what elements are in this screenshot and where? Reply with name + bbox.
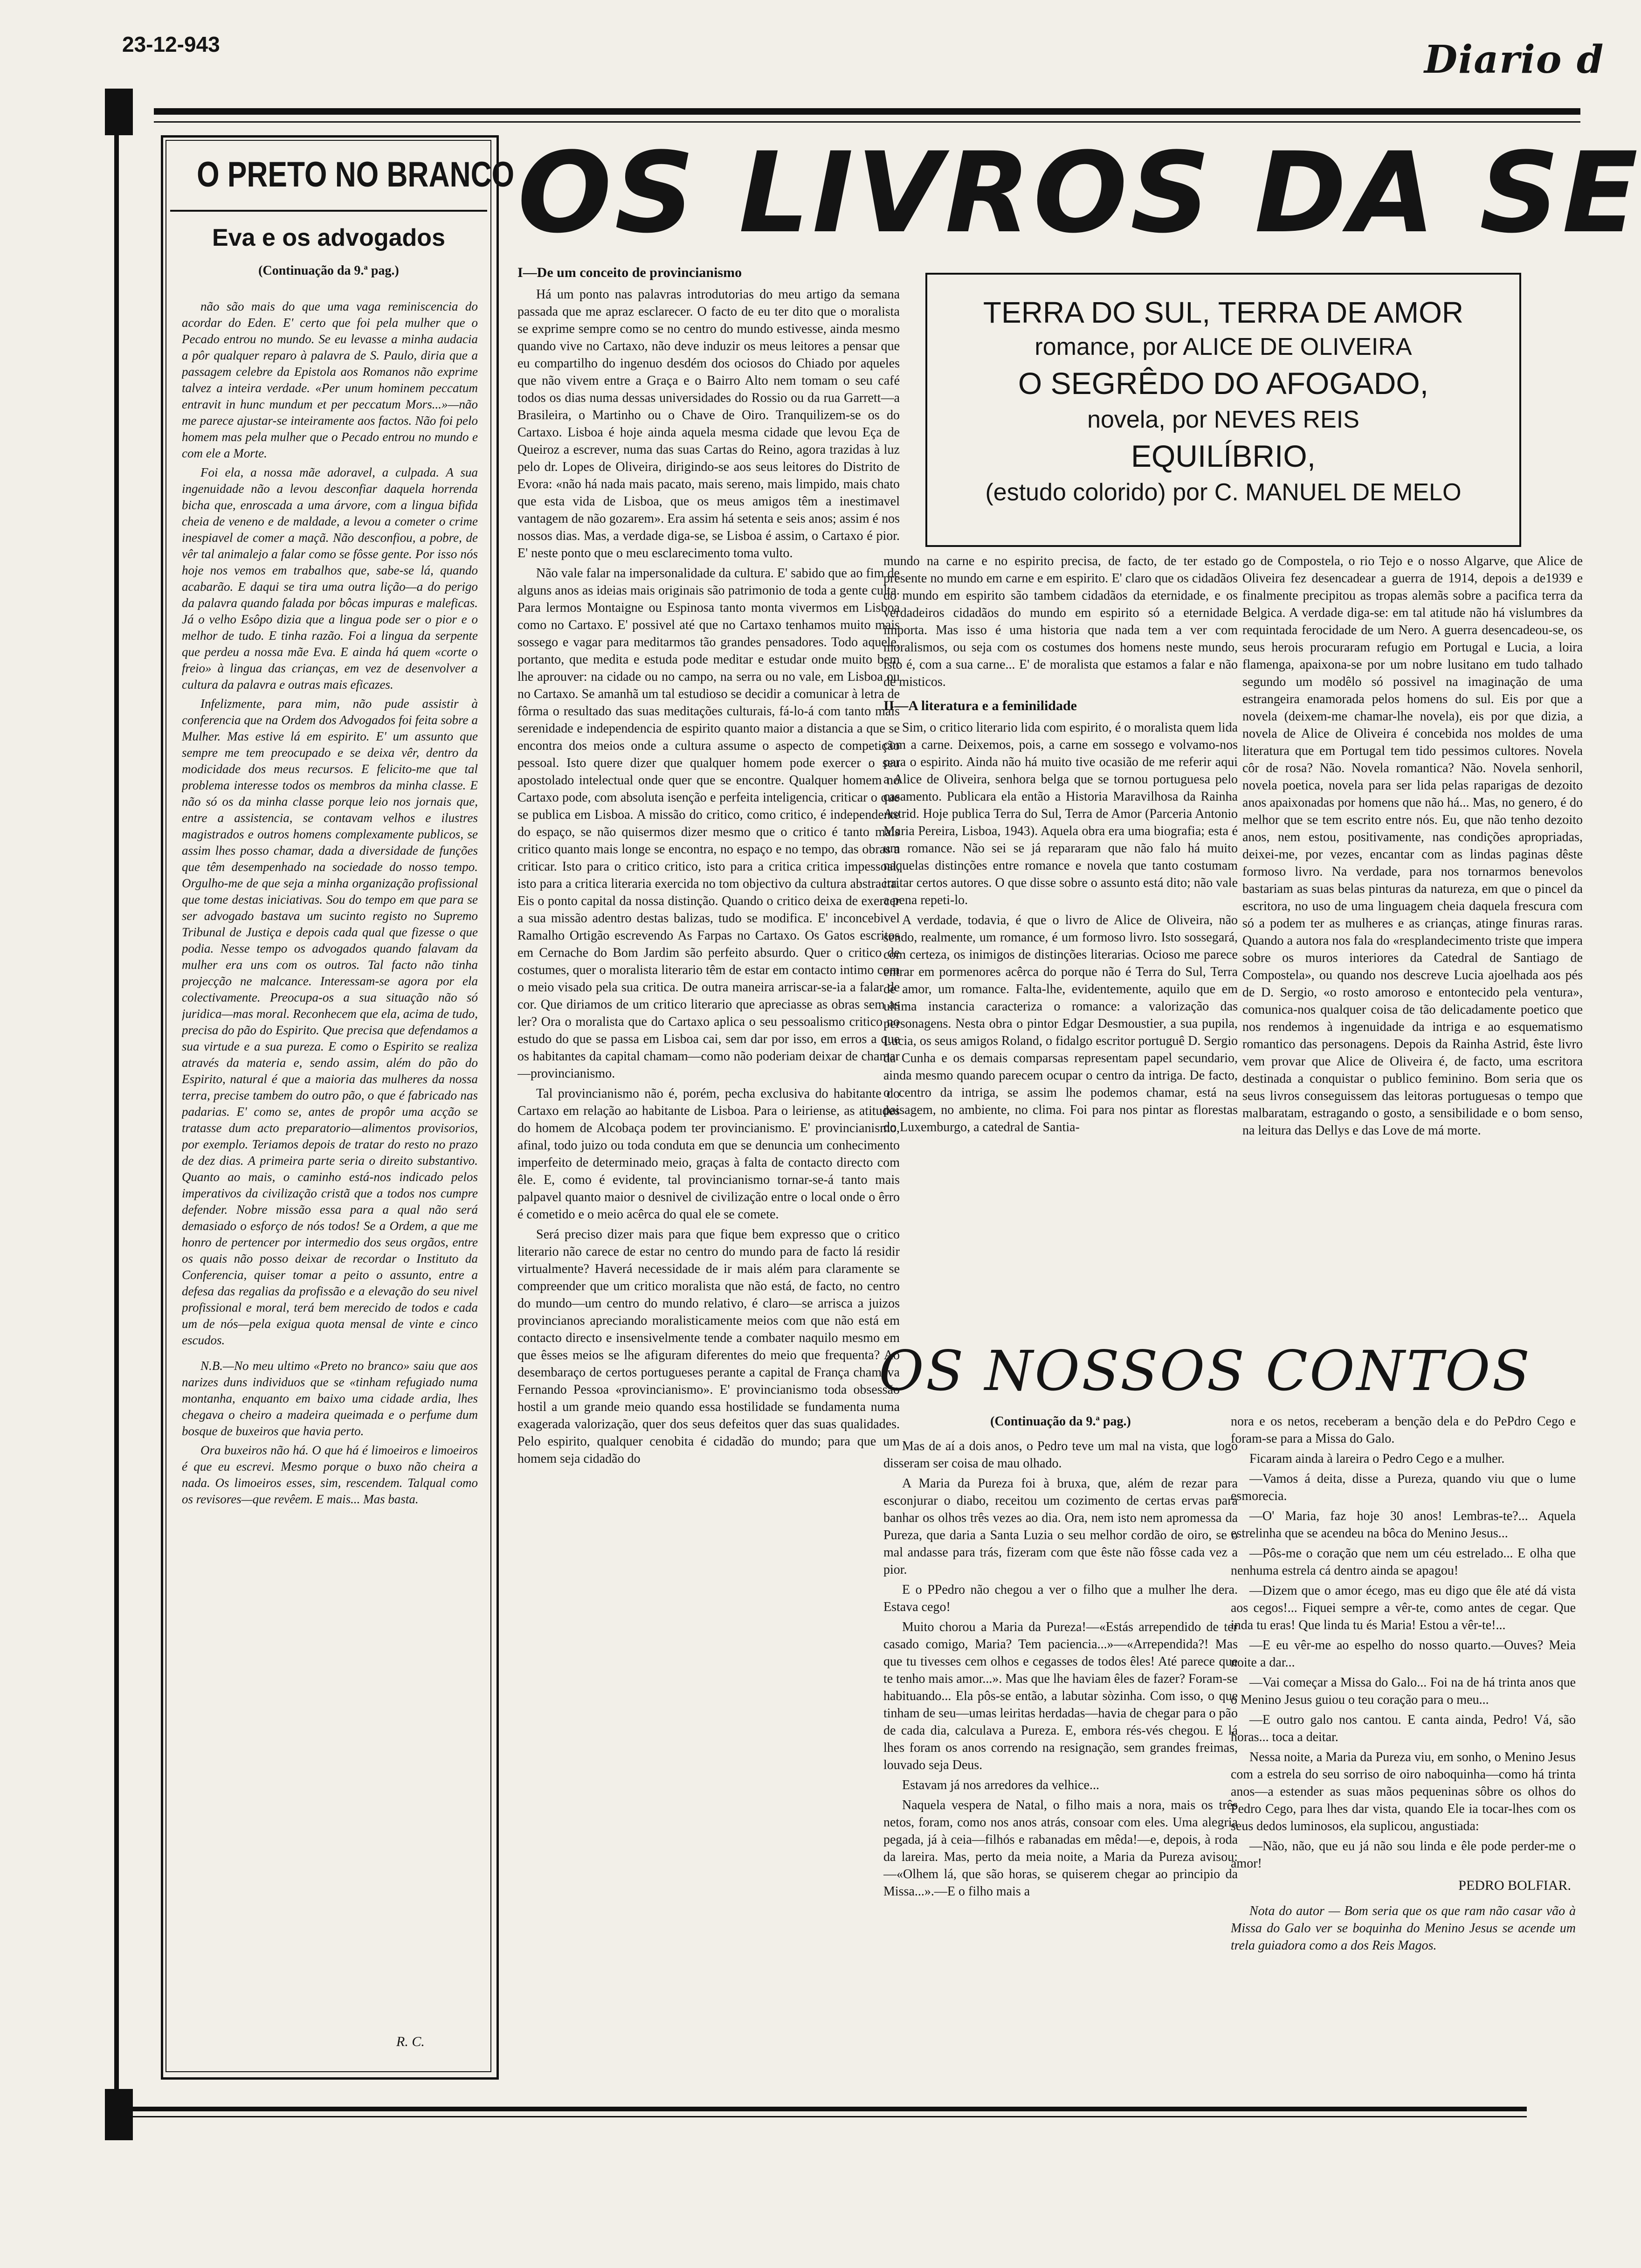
books-paragraph: Será preciso dizer mais para que fique bem expresso que o critico literario não carece de estar no centro do mundo para de facto lá residir virtualmente? Haverá necessidade de ir mais além para claramente se compreender que um critico moralista que não está, de facto, no centro do mundo—um centro do mundo relativo, é claro—se arrisca a juizos provincianos apreciando moralisticamente meios com que não está em contacto directo e insensivelmente tende a combater naquilo mesmo em que êsses meios se lhe afiguram diferentes do meio que frequenta? Ao desembaraço de certos portugueses perante a capital de França chamava Fernando Pessoa «provincianismo». E' provincianismo toda obsessão hostil a um grande meio quando essa hostilidade se fundamenta numa exagerada valorização, quer dos seus defeitos quer das suas qualidades. Pelo espirito, qualquer cenobita é cidadão do mundo; para que um homem seja cidadão do: [517, 1227, 900, 1466]
left-paragraph: Foi ela, a nossa mãe adoravel, a culpada. A sua ingenuidade não a levou desconfiar daquela horrenda bicha que, enroscada a uma árvore, com a lingua bifida cheia de veneno e de maldade, a levou a cometer o crime inespiavel de comer a maçã. Não desconfiou, a pobre, de vêr tal animalejo a falar como se fôsse gente. Por isso nós hoje nos vemos em trabalhos que, sabe-se lá, quando acabarão. E daqui se tira uma outra lição—a do perigo da palavra quando falada por bôcas impuras e maleficas. Já o velho Esôpo dizia que a lingua pode ser o pior e o melhor de tudo. E tinha razão. Foi a lingua da serpente que perdeu a nossa mãe Eva. E ainda há quem «corte o freio» à lingua das crianças, em vez de desenvolver a cultura da palavra e outras mais eficazes.: [182, 465, 478, 691]
contos-paragraph: —E eu vêr-me ao espelho do nosso quarto.—Ouves? Meia noite a dar...: [1231, 1638, 1576, 1670]
books-box: [925, 273, 1521, 547]
section-title-rule: [170, 210, 487, 212]
contos-paragraph: Mas de aí a dois anos, o Pedro teve um mal na vista, que logo disseram ser coisa de mau olhado.: [883, 1439, 1238, 1471]
top-rule-thin: [154, 121, 1580, 123]
contos-author-note: Nota do autor — Bom seria que os que ram não casar vão à Missa do Galo ver se boquinha do Menino Jesus se acende um trela guiadora como a dos Reis Magos.: [1231, 1904, 1576, 1953]
left-bottom-bar: [105, 2089, 133, 2140]
left-signature: R. C.: [396, 2034, 425, 2049]
contos-paragraph: —E outro galo nos cantou. E canta ainda, Pedro! Vá, são horas... toca a deitar.: [1231, 1713, 1576, 1744]
contos-paragraph: Estavam já nos arredores da velhice...: [902, 1778, 1099, 1792]
contos-paragraph: Ficaram ainda à lareira o Pedro Cego e a mulher.: [1249, 1452, 1505, 1466]
contos-column-2: [1231, 1413, 1576, 2103]
section-title: O PRETO NO BRANCO: [197, 155, 515, 194]
contos-paragraph: A Maria da Pureza foi à bruxa, que, além de rezar para esconjurar o diabo, receitou um cozimento de certas ervas para banhar os olhos três vezes ao dia. Ora, nem isto nem apromessa da Pureza, que daria a Santa Luzia o seu melhor cordão de oiro, se o mal andasse para trás, fizeram com que êste não fôsse cada vez a pior.: [883, 1476, 1238, 1577]
headline: OS LIVROS DA SE: [517, 129, 1641, 258]
bottom-rule-thin: [133, 2116, 1527, 2117]
book-title-1: TERRA DO SUL, TERRA DE AMOR: [983, 296, 1464, 329]
contos-paragraph: —Não, não, que eu já não sou linda e êle pode perder-me o amor!: [1231, 1839, 1576, 1871]
masthead: Diario d: [1424, 37, 1605, 82]
contos-paragraph: —Dizem que o amor écego, mas eu digo que êle até dá vista aos cegos!... Fiquei sempre a vêr-te, como antes de cegar. Que inda tu eras! Que linda tu és Maria! Estou a vêr-te!...: [1231, 1583, 1576, 1632]
contos-paragraph: Nessa noite, a Maria da Pureza viu, em sonho, o Menino Jesus com a estrela do seu sorriso de oiro naboquinha—como há trinta anos—a estender as suas mãos pequeninas sôbre os olhos do Pedro Cego, para lhes dar vista, quando Ele ia tocar-lhes com os seus dedos luminosos, ela suplicou, angustiada:: [1231, 1750, 1576, 1833]
book-author-2: novela, por NEVES REIS: [1087, 406, 1359, 433]
left-paragraph: não são mais do que uma vaga reminiscencia do acordar do Eden. E' certo que foi pela mulher que o Pecado entrou no mundo. Se eu levasse a minha audacia a pôr qualquer reparo à palavra de S. Paulo, diria que a passagem celebre da Epistola aos Romanos não exprime talvez a inteira verdade. «Per unum hominem peccatum entravit in hunc mundum et per peccatum Mors...»—não me parece ajustar-se inteiramente aos factos. Não foi pelo homem mas pela mulher que o Pecado entrou no mundo e com ele a Morte.: [182, 299, 478, 460]
books-paragraph: A verdade, todavia, é que o livro de Alice de Oliveira, não sendo, realmente, um romance, é um formoso livro. Isto sossegará, com certeza, os inimigos de distinções literarias. Ocioso me parece entrar em pormenores acêrca do porque não é Terra do Sul, Terra de amor, um romance. Falta-lhe, evidentemente, aquilo que em ultima instancia caracteriza o romance: a valorização das personagens. Nesta obra o pintor Edgar Desmoustier, a sua pupila, Lucia, os seus amigos Roland, o fidalgo escritor portuguê D. Sergio da Cunha e os demais comparsas representam papel secundario, ainda mesmo quando parecem ocupar o centro da intriga. De facto, o centro da intriga, se assim lhe podemos chamar, está na paisagem, no ambiente, no clima. Foi para nos pintar as florestas do Luxemburgo, a catedral de Santia-: [883, 913, 1238, 1134]
books-paragraph: Sim, o critico literario lida com espirito, é o moralista quem lida com a carne. Deixemos, pois, a carne em sossego e volvamo-nos para o espirito. Ainda não há muito tive ocasião de me referir aqui a Alice de Oliveira, senhora belga que se tornou portuguesa pelo casamento. Publicara ela então a Historia Maravilhosa da Rainha Astrid. Hoje publica Terra do Sul, Terra de Amor (Parceria Antonio Maria Pereira, Lisboa, 1943). Aquela obra era uma biografia; esta é um romance. Não sei se já repararam que não falo há muito naquelas distinções entre romance e novela que tanto costumam irritar certos autores. O que disse sobre o assunto está dito; não vale a pena repeti-lo.: [883, 720, 1238, 907]
contos-paragraph: Naquela vespera de Natal, o filho mais a nora, mais os três netos, foram, como nos anos atrás, consoar com eles. Uma alegria pegada, já à ceia—filhós e rabanadas em mêda!—e, depois, à roda da lareira. Mas, perto da meia noite, a Maria da Pureza avisou:—«Olhem lá, que são horas, se quiserem chegar ao principio da Missa...».—E o filho mais a: [883, 1798, 1238, 1899]
contos-paragraph: nora e os netos, receberam a benção dela e do PePdro Cego e foram-se para a Missa do Galo.: [1231, 1414, 1576, 1446]
contos-paragraph: —O' Maria, faz hoje 30 anos! Lembras-te?... Aquela estrelinha que se acendeu na bôca do Menino Jesus...: [1231, 1509, 1576, 1541]
contos-continuation: (Continuação da 9.ª pag.): [990, 1414, 1131, 1429]
left-article-body: [182, 298, 478, 2010]
books-subhead-2: II—A literatura e a feminilidade: [883, 698, 1077, 713]
contos-author: PEDRO BOLFIAR.: [1458, 1878, 1571, 1893]
book-title-3: EQUILÍBRIO,: [1131, 439, 1316, 473]
books-paragraph: Não vale falar na impersonalidade da cultura. E' sabido que ao fim de alguns anos as ideias mais originais são patrimonio de toda a gente culta. Para lermos Montaigne ou Espinosa tanto monta vivermos em Lisboa como no Cartaxo. E' possivel até que no Cartaxo tenhamos muito mais sossego e vagar para meditarmos tão grandes pensadores. Todo aquele, portanto, que medita e estuda pode meditar e estudar onde muito bem lhe aprouver: na cidade ou no campo, na serra ou no vale, em Lisboa ou no Cartaxo. Se amanhã um tal estudioso se decidir a comunicar à letra de fôrma o resultado das suas meditações culturais, fá-lo-á com tanto mais serenidade e independencia de espirito quanto maior a distancia a que se encontra dos meios onde a cultura assume o aspecto de competição pessoal. Isto quere dizer que qualquer homem pode exercer o seu apostolado intelectual onde quer que se encontre. Qualquer homem no Cartaxo pode, com absoluta isenção e perfeita inteligencia, criticar o que se publica em Lisboa. A missão do critico, como critico, é independente do espaço, se não quisermos dizer mesmo que o critico é tanto mais critico quanto mais longe se encontra, no espaço e no tempo, das obras a criticar. Isto para o critico critico, isto para a critica critica impessoal, isto para a critica literaria exercida no tom objectivo da cultura abstracta. Eis o ponto capital da nossa distinção. Quando o critico deixa de exercer a sua missão adentro destas balizas, tudo se modifica. E' inconcebivel Ramalho Ortigão escrevendo As Farpas no Cartaxo. Os Gatos escritos em Cernache do Bom Jardim são perfeito absurdo. Quer o critico de costumes, quer o moralista literario têm de estar em contacto intimo com o meio visado pela sua critica. De outra maneira arriscar-se-ia a falar de cor. Que diriamos de um critico literario que apreciasse as obras sem as ler? Ora o moralista que do Cartaxo aplica o seu pessoalismo critico no estudo do que se passa em Lisboa cai, sem dar por isso, em erros a que os habitantes da capital chamam—como não poderiam deixar de chamar—provincianismo.: [517, 566, 900, 1081]
books-column-2: [883, 553, 1238, 1336]
left-black-bar: [105, 89, 133, 135]
article-title: Eva e os advogados: [212, 224, 445, 251]
books-column-1: [517, 261, 900, 2089]
left-border-line: [114, 135, 119, 2089]
books-paragraph: go de Compostela, o rio Tejo e o nosso Algarve, que Alice de Oliveira fez desencadear a guerra de 1914, depois a de1939 e finalmente precipitou as tropas alemãs sobre a pacifica terra da Belgica. A verdade diga-se: em tal atitude não há vislumbres da requintada ferocidade de um Nero. A guerra desencadeou-se, os seus herois procuraram refugio em Portugal e Lucia, a loira flamenga, apaixona-se por um nobre lusitano em tudo talhado segundo um modêlo só possivel na imaginação de uma estrangeira enamorada pelos homens do sul. Eis por que a novela (deixem-me chamar-lhe novela), eis por que dizia, a novela de Alice de Oliveira é concebida nos moldes de uma literatura que em Portugal tem tido pessimos cultores. Novela côr de rosa? Não. Novela romantica? Não. Novela senhoril, novela poetica, novela para ser lida pelas raparigas de dezoito anos apaixonadas por homens que não há... Mas, no genero, é do melhor que se tem escrito entre nós. Eu, que não tenho dezoito anos, nem estou, positivamente, nas condições apropriadas, deixei-me, por vezes, encantar com as lindas paginas dêste formoso livro. Na verdade, para nos tornarmos benevolos bastariam as suas belas pinturas da natureza, em que o pincel da escritora, no uso de uma linguagem cheia daquela frescura com só a podem ter as mulheres e as crianças, atinge finuras raras. Quando a autora nos fala do «resplandecimento triste que impera sobre os muros interiores da Catedral de Santiago de Compostela», ou quando nos descreve Lucia ajoelhada aos pés de D. Sergio, «o rosto amoroso e entontecido pela ventura», comunica-nos qualquer coisa de tão delicadamente poetico que nos rendemos à ingenuidade da intriga e ao esquematismo romantico das personagens. Depois da Rainha Astrid, êste livro vem provar que Alice de Oliveira é, de facto, uma escritora destinada a conquistar o publico feminino. Bom seria que os seus livros conseguissem das leitoras portuguesas o tempo que malbaratam, estragando o gosto, a sensibilidade e o bom senso, na leitura das Dellys e das Love de má morte.: [1242, 554, 1583, 1138]
books-column-3: [1242, 553, 1583, 1336]
contos-paragraph: —Vamos á deita, disse a Pureza, quando viu que o lume esmorecia.: [1231, 1472, 1576, 1503]
top-rule: [154, 108, 1580, 115]
contos-paragraph: —Vai começar a Missa do Galo... Foi na de há trinta anos que o Menino Jesus guiou o teu coração para o meu...: [1231, 1675, 1576, 1707]
left-note-paragraph: Ora buxeiros não há. O que há é limoeiros e limoeiros é que eu escrevi. Mesmo porque o buxo não cheira a nada. Os limoeiros esses, sim, rescendem. Talqual como os revisores—que revêem. E mais... Mas basta.: [182, 1443, 478, 1506]
books-paragraph: mundo na carne e no espirito precisa, de facto, de ter estado presente no mundo em carne e em espirito. E' claro que os cidadãos do mundo em espirito são tambem cidadãos da eternidade, e os verdadeiros cidadãos do mundo em espirito só a eternidade importa. Mas isso é uma historia que nada tem a ver com moralismos, ou seja com os costumes dos homens neste mundo, isto é, com a sua carne... E' de moralista que estamos a falar e não de misticos.: [883, 554, 1238, 689]
books-subhead-1: I—De um conceito de provincianismo: [517, 265, 742, 280]
left-continuation: (Continuação da 9.ª pag.): [258, 263, 399, 278]
books-paragraph: Há um ponto nas palavras introdutorias do meu artigo da semana passada que me apraz esclarecer. O facto de eu ter dito que o moralista se exprime sempre como se no centro do mundo estivesse, ainda mesmo quando vive no Cartaxo, não deve induzir os meus leitores a pensar que eu compartilho do ingenuo desdém dos ociosos do Chiado por aqueles que não vivem entre a Graça e o Bairro Alto nem tomam o seu café todos os dias numa dessas universidades do Rossio ou da rua Garrett—a Brasileira, o Martinho ou o Chave de Oiro. Tranquilizem-se os do Cartaxo. Lisboa é hoje ainda aquela mesma cidade que levou Eça de Queiroz a escrever, numa das suas Cartas do Reino, agora trazidas à luz pelo dr. Lopes de Oliveira, dirigindo-se aos seus leitores do Distrito de Evora: «não há nada mais pacato, mais sereno, mais limpido, mais chato que esta vida de Lisboa, que os meus amigos têm a inestimavel vantagem de não gozarem». Era assim há setenta e seis anos; assim é nos nossos dias. Mas, a verdade diga-se, se Lisboa é assim, o Cartaxo é pior. E' neste ponto que o meu esclarecimento toma vulto.: [517, 287, 900, 560]
bottom-rule: [133, 2107, 1527, 2111]
book-author-1: romance, por ALICE DE OLIVEIRA: [1034, 333, 1412, 360]
book-title-2: O SEGRÊDO DO AFOGADO,: [1018, 366, 1429, 401]
contos-paragraph: E o PPedro não chegou a ver o filho que a mulher lhe dera. Estava cego!: [883, 1583, 1238, 1614]
books-paragraph: Tal provincianismo não é, porém, pecha exclusiva do habitante do Cartaxo em relação ao habitante de Lisboa. Para o leiriense, as atitudes do homem de Alcobaça podem ter provincianismo. E' provincianismo, afinal, todo juizo ou toda conduta em que se denuncia um conhecimento imperfeito de determinado meio, graças à falta de contacto directo com êle. E, como é evidente, tal provincianismo tornar-se-á tanto mais palpavel quanto maior o desnivel de civilização entre o local onde o êrro é cometido e o meio acêrca do qual ele se comete.: [517, 1086, 900, 1222]
left-paragraph: Infelizmente, para mim, não pude assistir à conferencia que na Ordem dos Advogados foi feita sobre a Mulher. Mas estive lá em espirito. E' um assunto que sempre me tem preocupado e se deixa vêr, dentro da modicidade dos meus recursos. E felicito-me que tal problema interesse todos os membros da minha classe. E não só os da minha classe porque leio nos jornais que, entre a assistencia, se contavam velhos e ilustres magistrados e outros homens complexamente publicos, se assim lhes posso chamar, dada a diversidade de funções que têm desempenhado na sociedade do nosso tempo. Orgulho-me de que seja a minha organização profissional que tome destas iniciativas. Sou do tempo em que para se ser advogado bastava um sucinto registo no Supremo Tribunal de Justiça e depois cada qual que fizesse o que podia. Nesse tempo os advogados quando falavam da mulher era uns com os outros. Tal facto não tinha projecção ne malcance. Interessam-se agora por ela colectivamente. Preocupa-os a sua situação não só juridica—mas moral. Reconhecem que ela, acima de tudo, precisa do pão do Espirito. Que precisa que defendamos a sua virtude e a sua pureza. E como o Espirito se realiza através da materia e, sendo assim, além do pão do Espirito, natural é que a maioria das mulheres da nossa terra, precise tambem do outro pão, o que é fabricado nas padarias. E' como se, antes de propôr uma acção se tratasse dum acto preparatorio—alimentos provisorios, por exemplo. Teriamos depois de tratar do resto no prazo de dez dias. A primeira parte seria o direito substantivo. Quanto ao mais, o caminho está-nos indicado pelos imperativos da civilização cristã que a todos nos cumpre defender. Nobre missão essa para a qual não será demasiado o esforço de nós todos! Se a Ordem, a que me honro de pertencer por intermedio dos seus orgãos, entre os quais não posso deixar de recordar o Instituto da Conferencia, quiser tomar a peito o assunto, entre a defesa das regalias da profissão e a elevação do seu nivel profissional e moral, terá bem merecido de todos e cada um de nós—pela exigua quota mensal de vinte e cinco escudos.: [182, 697, 478, 1347]
left-note-paragraph: N.B.—No meu ultimo «Preto no branco» saiu que aos narizes duns individuos que se «tinham refugiado numa montanha, enquanto em baixo uma cidade ardia, lhes chegava o cheiro a madeira queimada e o perfume dum bosque de buxeiros que havia perto.: [182, 1359, 478, 1438]
book-author-3: (estudo colorido) por C. MANUEL DE MELO: [985, 479, 1462, 506]
contos-paragraph: —Pôs-me o coração que nem um céu estrelado... E olha que nenhuma estrela cá dentro ainda se apagou!: [1231, 1546, 1576, 1578]
contos-paragraph: Muito chorou a Maria da Pureza!—«Estás arrependido de ter casado comigo, Maria? Tem paciencia...»—«Arrependida?! Mas que tu tivesses cem olhos e cegasses de todos êles! Até parece que te tenho mais amor...». Mas que lhe haviam êles de fazer? Foram-se habituando... Ela pôs-se então, a labutar sòzinha. Com isso, o que tinham de seu—umas leiritas herdadas—havia de chegar para o pão de cada dia, calculava a Pureza. E, embora rés-vés chegou. E lá lhes foram os anos correndo na resignação, sem grandes freimas, louvado seja Deus.: [883, 1620, 1238, 1772]
contos-title: OS NOSSOS CONTOS: [879, 1339, 1532, 1403]
page-date: 23-12-943: [122, 32, 220, 56]
contos-column-1: [883, 1413, 1238, 2084]
